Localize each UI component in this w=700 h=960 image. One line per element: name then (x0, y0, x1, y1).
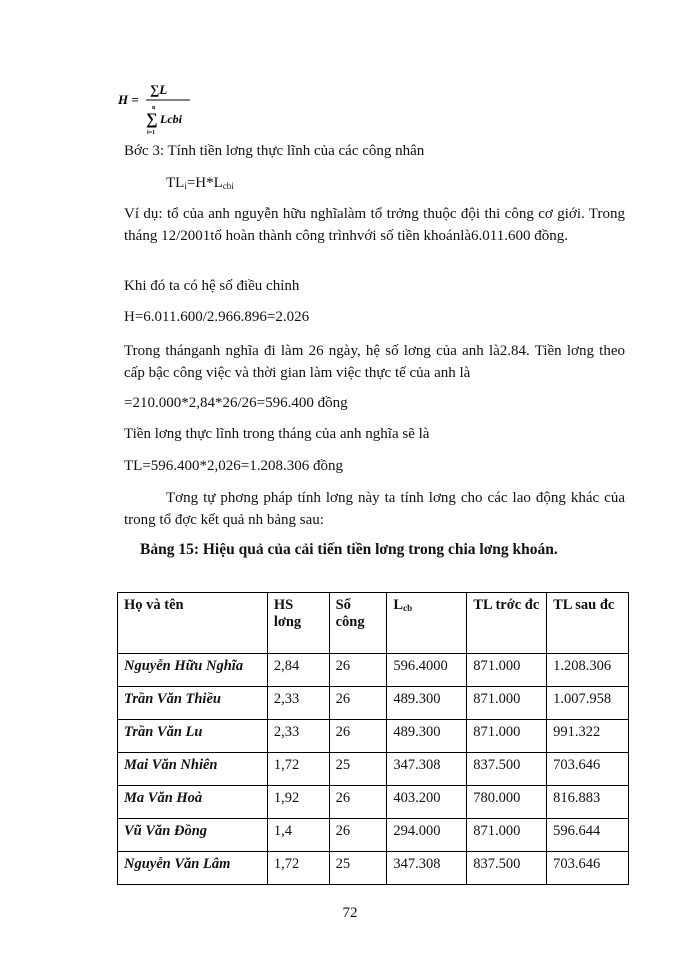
cell-after: 816.883 (547, 786, 629, 819)
cell-hs: 1,72 (267, 753, 329, 786)
formula-sum-top: n (152, 105, 156, 111)
cell-cong: 26 (329, 720, 387, 753)
cell-before: 871.000 (467, 687, 547, 720)
cell-cong: 26 (329, 654, 387, 687)
formula-lhs: H = (118, 92, 139, 107)
cell-before: 871.000 (467, 720, 547, 753)
wage-calculation: =210.000*2,84*26/26=596.400 đồng (124, 395, 348, 411)
example-paragraph: Ví dụ: tổ của anh nguyễn hữu nghĩalàm tổ trởng thuộc đội thi công cơ giới. Trong tháng 12/2001tổ hoàn thành công trìnhvới số tiền khoánlà6.011.600 đồng. (124, 206, 625, 244)
cell-lcb: 294.000 (387, 819, 467, 852)
cell-before: 780.000 (467, 786, 547, 819)
cell-cong: 26 (329, 786, 387, 819)
header-cong: Số công (329, 593, 387, 654)
cell-cong: 26 (329, 819, 387, 852)
cell-name: Mai Văn Nhiên (118, 753, 268, 786)
table-row (118, 819, 629, 852)
cell-lcb: 403.200 (387, 786, 467, 819)
formula-sum-bottom: i=1 (147, 130, 156, 136)
table-row (118, 786, 629, 819)
cell-after: 1.007.958 (547, 687, 629, 720)
header-hs: HS lơng (267, 593, 329, 654)
cell-name: Nguyễn Hữu Nghĩa (118, 654, 268, 687)
cell-cong: 25 (329, 852, 387, 885)
table-row (118, 753, 629, 786)
cell-lcb: 489.300 (387, 687, 467, 720)
real-wage-calculation: TL=596.400*2,026=1.208.306 đồng (124, 458, 343, 474)
cell-lcb: 347.308 (387, 753, 467, 786)
header-tl-before: TL trớc đc (467, 593, 547, 654)
similar-paragraph: Tơng tự phơng pháp tính lơng này ta tính lơng cho các lao động khác của trong tổ đợc kết quả nh bảng sau: (124, 490, 625, 528)
table-row (118, 654, 629, 687)
header-tl-after: TL sau đc (547, 593, 629, 654)
cell-hs: 2,33 (267, 687, 329, 720)
cell-name: Vũ Văn Đồng (118, 819, 268, 852)
table-row (118, 720, 629, 753)
formula-numerator: ∑L (150, 82, 168, 97)
cell-hs: 2,33 (267, 720, 329, 753)
cell-name: Trần Văn Thiều (118, 687, 268, 720)
table-row (118, 687, 629, 720)
cell-lcb: 596.4000 (387, 654, 467, 687)
coefficient-intro: Khi đó ta có hệ số điều chỉnh (124, 278, 300, 294)
cell-before: 871.000 (467, 819, 547, 852)
h-formula (116, 78, 236, 140)
cell-cong: 26 (329, 687, 387, 720)
step-3-formula: $TL_i=H*L_{cbi}$ (166, 175, 234, 191)
svg-text:∑: ∑ (146, 111, 158, 128)
cell-after: 703.646 (547, 753, 629, 786)
wage-table (117, 592, 629, 885)
cell-hs: 2,84 (267, 654, 329, 687)
cell-after: 596.644 (547, 819, 629, 852)
cell-lcb: 489.300 (387, 720, 467, 753)
month-paragraph: Trong thánganh nghĩa đi làm 26 ngày, hệ số lơng của anh là2.84. Tiền lơng theo cấp bậc công việc và thời gian làm việc thực tế của anh là (124, 343, 625, 381)
cell-after: 991.322 (547, 720, 629, 753)
cell-lcb: 347.308 (387, 852, 467, 885)
table-row (118, 852, 629, 885)
cell-hs: 1,92 (267, 786, 329, 819)
cell-after: 1.208.306 (547, 654, 629, 687)
step-3-heading: Bớc 3: Tính tiền lơng thực lĩnh của các công nhân (124, 143, 425, 159)
header-name: Họ và tên (118, 593, 268, 654)
header-lcb: $L_{cb}$ (387, 593, 467, 654)
coefficient-calculation: H=6.011.600/2.966.896=2.026 (124, 309, 310, 325)
page-number: 72 (342, 905, 358, 921)
table-header-row (118, 593, 629, 654)
h-formula-graphic (116, 78, 236, 140)
cell-before: 837.500 (467, 753, 547, 786)
cell-hs: 1,72 (267, 852, 329, 885)
cell-name: Ma Văn Hoà (118, 786, 268, 819)
cell-before: 837.500 (467, 852, 547, 885)
cell-name: Trần Văn Lu (118, 720, 268, 753)
cell-name: Nguyễn Văn Lâm (118, 852, 268, 885)
cell-before: 871.000 (467, 654, 547, 687)
formula-denominator: Lcbi (160, 112, 182, 126)
real-wage-intro: Tiền lơng thực lĩnh trong tháng của anh nghĩa sẽ là (124, 426, 430, 442)
cell-hs: 1,4 (267, 819, 329, 852)
cell-cong: 25 (329, 753, 387, 786)
table-title: Bảng 15: Hiệu quả của cải tiến tiền lơng trong chia lơng khoán. (140, 541, 558, 558)
cell-after: 703.646 (547, 852, 629, 885)
